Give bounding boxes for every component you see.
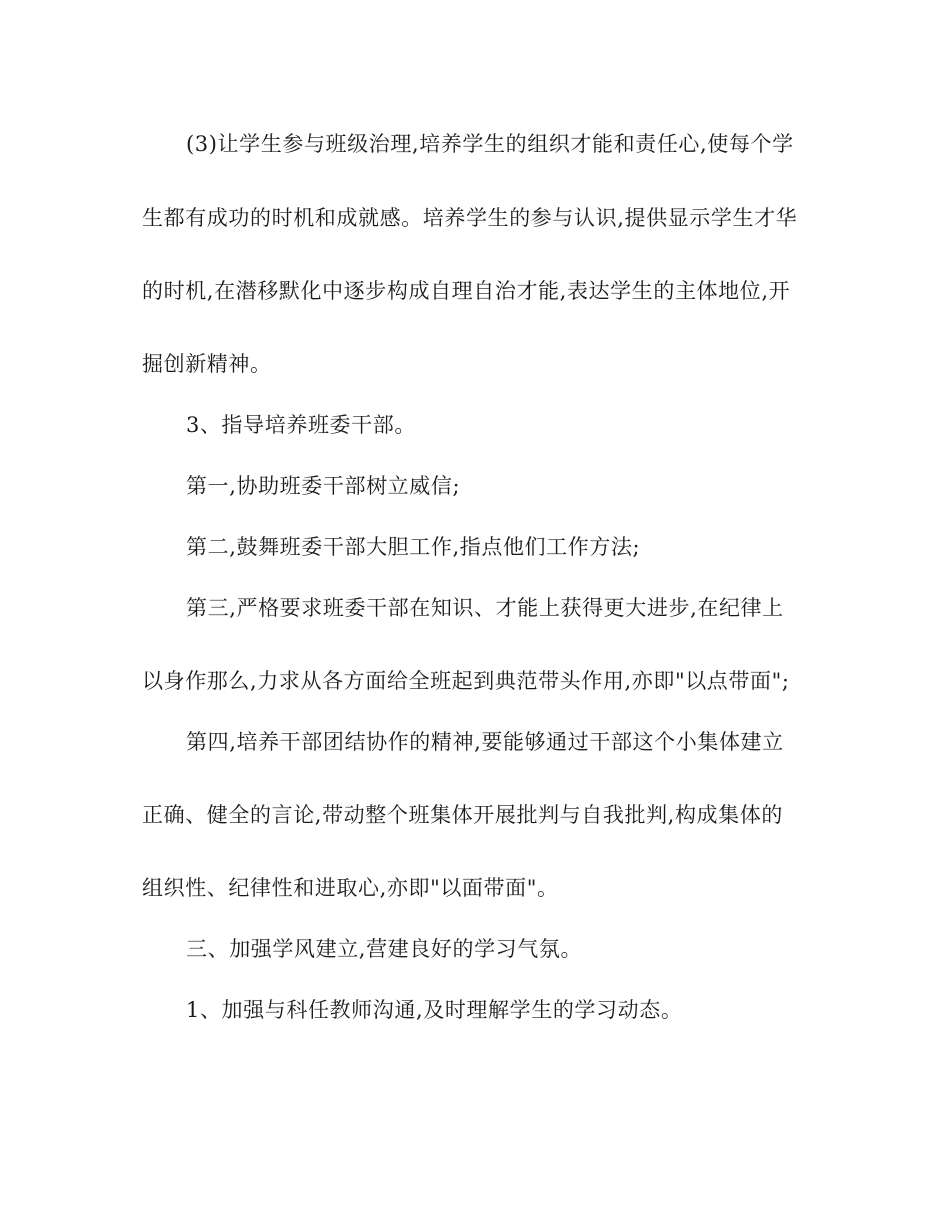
section-heading: 三、加强学风建立,营建良好的学习气氛。: [186, 937, 583, 961]
paragraph-line: 正确、健全的言论,带动整个班集体开展批判与自我批判,构成集体的: [142, 803, 783, 827]
paragraph-line: 掘创新精神。: [142, 352, 272, 376]
paragraph-line: 生都有成功的时机和成就感。培养学生的参与认识,提供显示学生才华: [142, 206, 798, 230]
paragraph-line: 第一,协助班委干部树立威信;: [186, 474, 461, 498]
paragraph-line: 第三,严格要求班委干部在知识、才能上获得更大进步,在纪律上: [186, 596, 784, 620]
paragraph-line: 第二,鼓舞班委干部大胆工作,指点他们工作方法;: [186, 535, 641, 559]
paragraph-line: (3)让学生参与班级治理,培养学生的组织才能和责任心,使每个学: [186, 132, 794, 156]
paragraph-line: 组织性、纪律性和进取心,亦即"以面带面"。: [142, 876, 559, 900]
paragraph-line: 1、加强与科任教师沟通,及时理解学生的学习动态。: [186, 998, 683, 1022]
paragraph-line: 的时机,在潜移默化中逐步构成自理自治才能,表达学生的主体地位,开: [142, 279, 791, 303]
paragraph-line: 第四,培养干部团结协作的精神,要能够通过干部这个小集体建立: [186, 730, 784, 754]
paragraph-line: 3、指导培养班委干部。: [186, 413, 416, 437]
paragraph-line: 以身作那么,力求从各方面给全班起到典范带头作用,亦即"以点带面";: [142, 669, 790, 693]
